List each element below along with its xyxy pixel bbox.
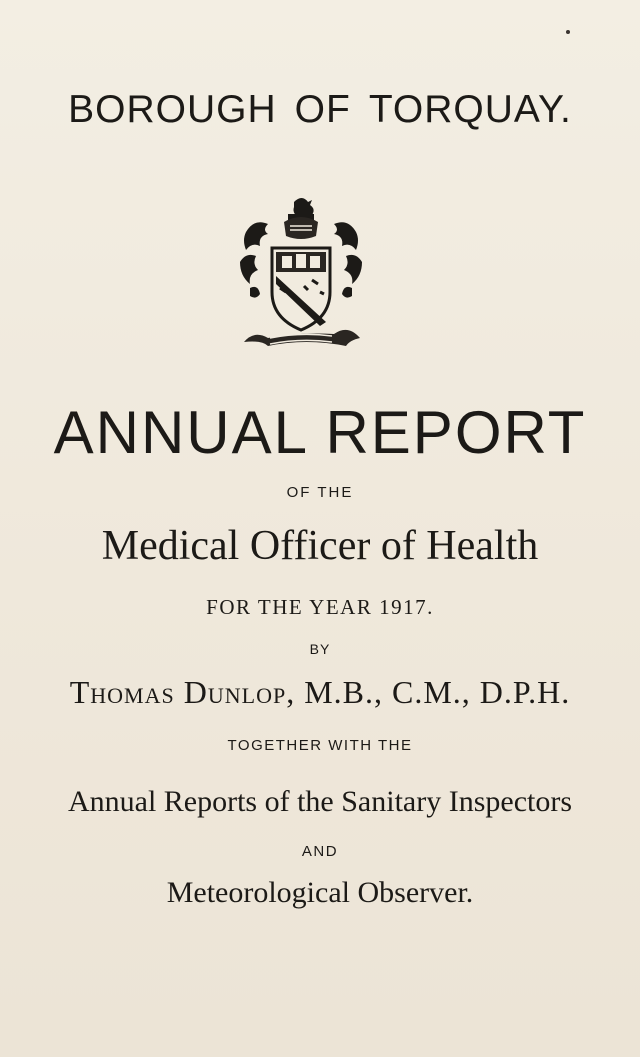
observer-title: Meteorological Observer.: [166, 876, 474, 909]
coat-of-arms-icon: [236, 192, 366, 362]
borough-word-2: OF: [294, 88, 351, 131]
officer-title: Medical Officer of Health: [101, 523, 539, 569]
report-year: FOR THE YEAR 1917.: [206, 595, 434, 619]
borough-word-3: TORQUAY.: [368, 88, 572, 131]
ink-speck: [566, 30, 570, 34]
borough-word-1: BOROUGH: [68, 88, 277, 131]
author-name: Thomas Dunlop, M.B., C.M., D.P.H.: [69, 674, 571, 710]
borough-heading: [0, 88, 640, 132]
of-the-label: OF THE: [286, 484, 354, 501]
inspectors-title: Annual Reports of the Sanitary Inspectors: [67, 785, 573, 818]
by-label: BY: [309, 641, 331, 657]
report-title: ANNUAL REPORT: [53, 399, 587, 466]
and-label: AND: [301, 843, 339, 860]
together-label: TOGETHER WITH THE: [227, 737, 413, 754]
